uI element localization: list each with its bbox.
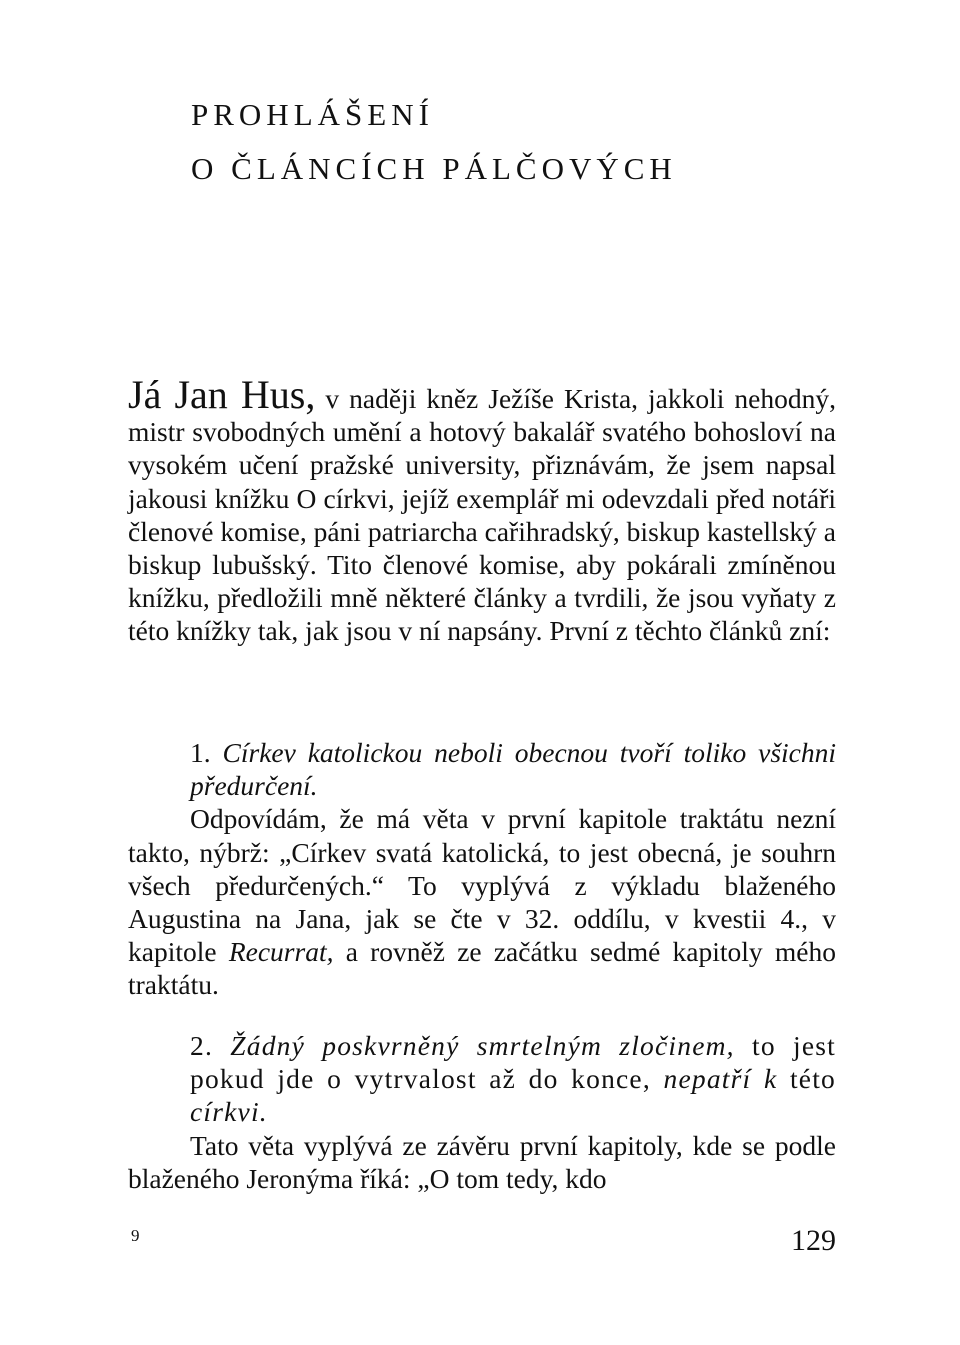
article-1-response-end: a rovněž ze začátku sedmé kapitoly mého traktátu.	[128, 936, 836, 1001]
article-1-number: 1.	[190, 737, 211, 768]
intro-paragraph	[128, 372, 837, 648]
article-1	[128, 736, 836, 1002]
article-1-response	[128, 802, 836, 1001]
article-1-response-text: Odpovídám, že má věta v první kapitole traktátu nezní takto, nýbrž: „Církev svatá katolická, to jest obecná, je souhrn všech předurčených.“ To vyplývá z výkladu blaženého Augustina na Jana, jak se čte v 32. oddílu, v kvestii 4., v kapitole	[128, 803, 836, 968]
article-2	[128, 1029, 836, 1195]
article-1-statement: Církev katolickou neboli obecnou tvoří toliko všichni předurčení.	[190, 737, 837, 802]
intro-lead: Já Jan Hus,	[128, 372, 316, 417]
article-2-statement-line	[128, 1029, 836, 1129]
article-2-number: 2.	[190, 1030, 214, 1061]
article-2-statement-b: to jest pokud jde o vytrvalost až do konce,	[190, 1030, 836, 1095]
printer-signature: 9	[131, 1226, 140, 1245]
article-2-statement-e: církvi.	[190, 1096, 268, 1128]
article-1-statement-line	[128, 736, 836, 802]
article-1-response-italic: Recurrat,	[228, 936, 334, 968]
article-2-response: Tato věta vyplývá ze závěru první kapitoly, kde se podle blaženého Jeronýma říká: „O tom tedy, kdo	[128, 1129, 836, 1194]
article-2-statement-a: Žádný poskvrněný smrtelným zločinem,	[230, 1030, 735, 1061]
article-2-statement-c: nepatří k	[663, 1063, 778, 1095]
chapter-heading	[191, 88, 677, 196]
heading-line-1: PROHLÁŠENÍ	[191, 97, 434, 132]
heading-line-2: O ČLÁNCÍCH PÁLČOVÝCH	[191, 151, 677, 186]
page-number: 129	[791, 1224, 836, 1257]
intro-text: v naději kněz Ježíše Krista, jakkoli nehodný, mistr svobodných umění a hotový bakalář svatého bohosloví na vysokém učení pražské university, přiznávám, že jsem napsal jakousi knížku O církvi, jejíž exemplář mi odevzdali před notáři členové komise, páni patriarcha cařihradský, biskup kastellský a biskup lubušský. Tito členové komise, aby pokárali zmíněnou knížku, předložili mně některé články a tvrdili, že jsou vyňaty z této knížky tak, jak jsou v ní napsány. První z těchto článků zní:	[128, 383, 837, 647]
article-2-statement-d: této	[777, 1063, 836, 1095]
